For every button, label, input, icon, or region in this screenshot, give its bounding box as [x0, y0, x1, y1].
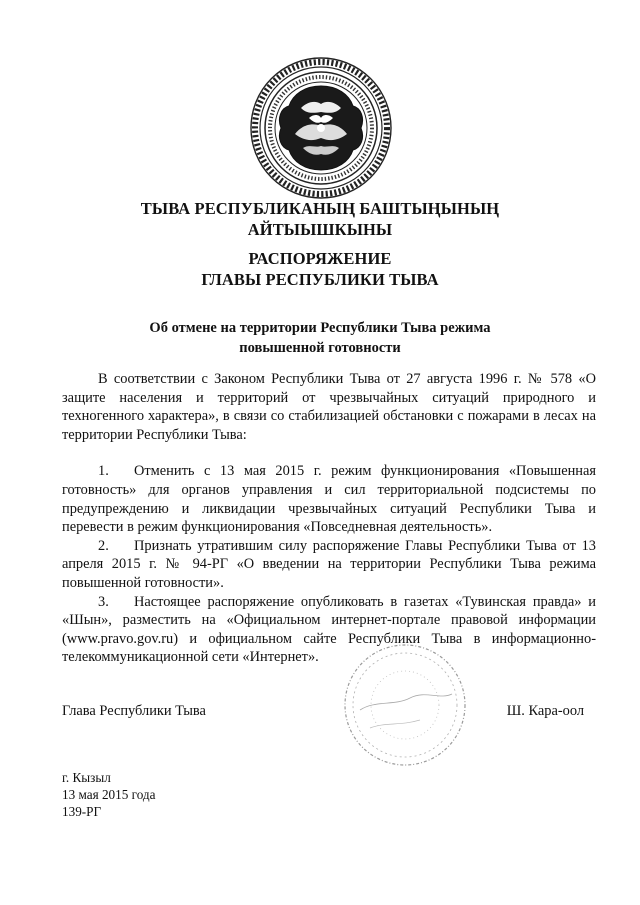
- item-number: 3.: [98, 593, 109, 610]
- header-line-1: ТЫВА РЕСПУБЛИКАНЫҢ БАШТЫҢЫНЫҢ: [140, 199, 500, 218]
- subject-line-1: Об отмене на территории Республики Тыва режима: [149, 320, 491, 336]
- item-text: Настоящее распоряжение опубликовать в газетах «Тувинская правда» и «Шын», разместить на «Официальном интернет-портале правовой информации (www.pravo.gov.ru) и официальном сайте Республики Тыва в информационно-телекоммуникационной сети «Интернет».: [62, 593, 596, 666]
- item-text: Отменить с 13 мая 2015 г. режим функционирования «Повышенная готовность» для органов управления и сил территориальной подсистемы по предупреждению и ликвидации чрезвычайных ситуаций Республики Тыва и перевести в режим функционирования «Повседневная деятельность».: [62, 463, 596, 536]
- signatory-name: Ш. Кара-оол: [506, 703, 584, 719]
- official-stamp: [340, 640, 470, 770]
- coat-of-arms-emblem: [249, 56, 393, 200]
- document-footer: [62, 769, 155, 820]
- intro-paragraph: В соответствии с Законом Республики Тыва от 27 августа 1996 г. № 578 «О защите населения и территорий от чрезвычайных ситуаций природного и техногенного характера», в связи со стабилизацией обстановки с пожарами в лесах на территории Республики Тыва:: [62, 371, 596, 443]
- document-subject: [0, 318, 640, 358]
- item-number: 1.: [98, 463, 109, 480]
- subject-line-2: повышенной готовности: [239, 340, 401, 356]
- document-body: [62, 370, 596, 667]
- footer-number: 139-РГ: [62, 804, 102, 819]
- footer-city: г. Кызыл: [62, 770, 111, 785]
- signatory-title: Глава Республики Тыва: [62, 703, 206, 719]
- list-item: [62, 537, 596, 593]
- header-line-4: ГЛАВЫ РЕСПУБЛИКИ ТЫВА: [201, 270, 439, 289]
- item-number: 2.: [98, 537, 109, 554]
- list-item: [62, 593, 596, 667]
- header-block-russian: [0, 248, 640, 290]
- header-line-2: АЙТЫЫШКЫНЫ: [247, 220, 393, 239]
- list-item: [62, 462, 596, 536]
- header-line-3: РАСПОРЯЖЕНИЕ: [248, 249, 392, 268]
- header-block-tuvan: [0, 198, 640, 240]
- footer-date: 13 мая 2015 года: [62, 787, 156, 802]
- item-text: Признать утратившим силу распоряжение Главы Республики Тыва от 13 апреля 2015 г. № 94-РГ «О введении на территории Республики Тыва режима повышенной готовности».: [62, 537, 596, 591]
